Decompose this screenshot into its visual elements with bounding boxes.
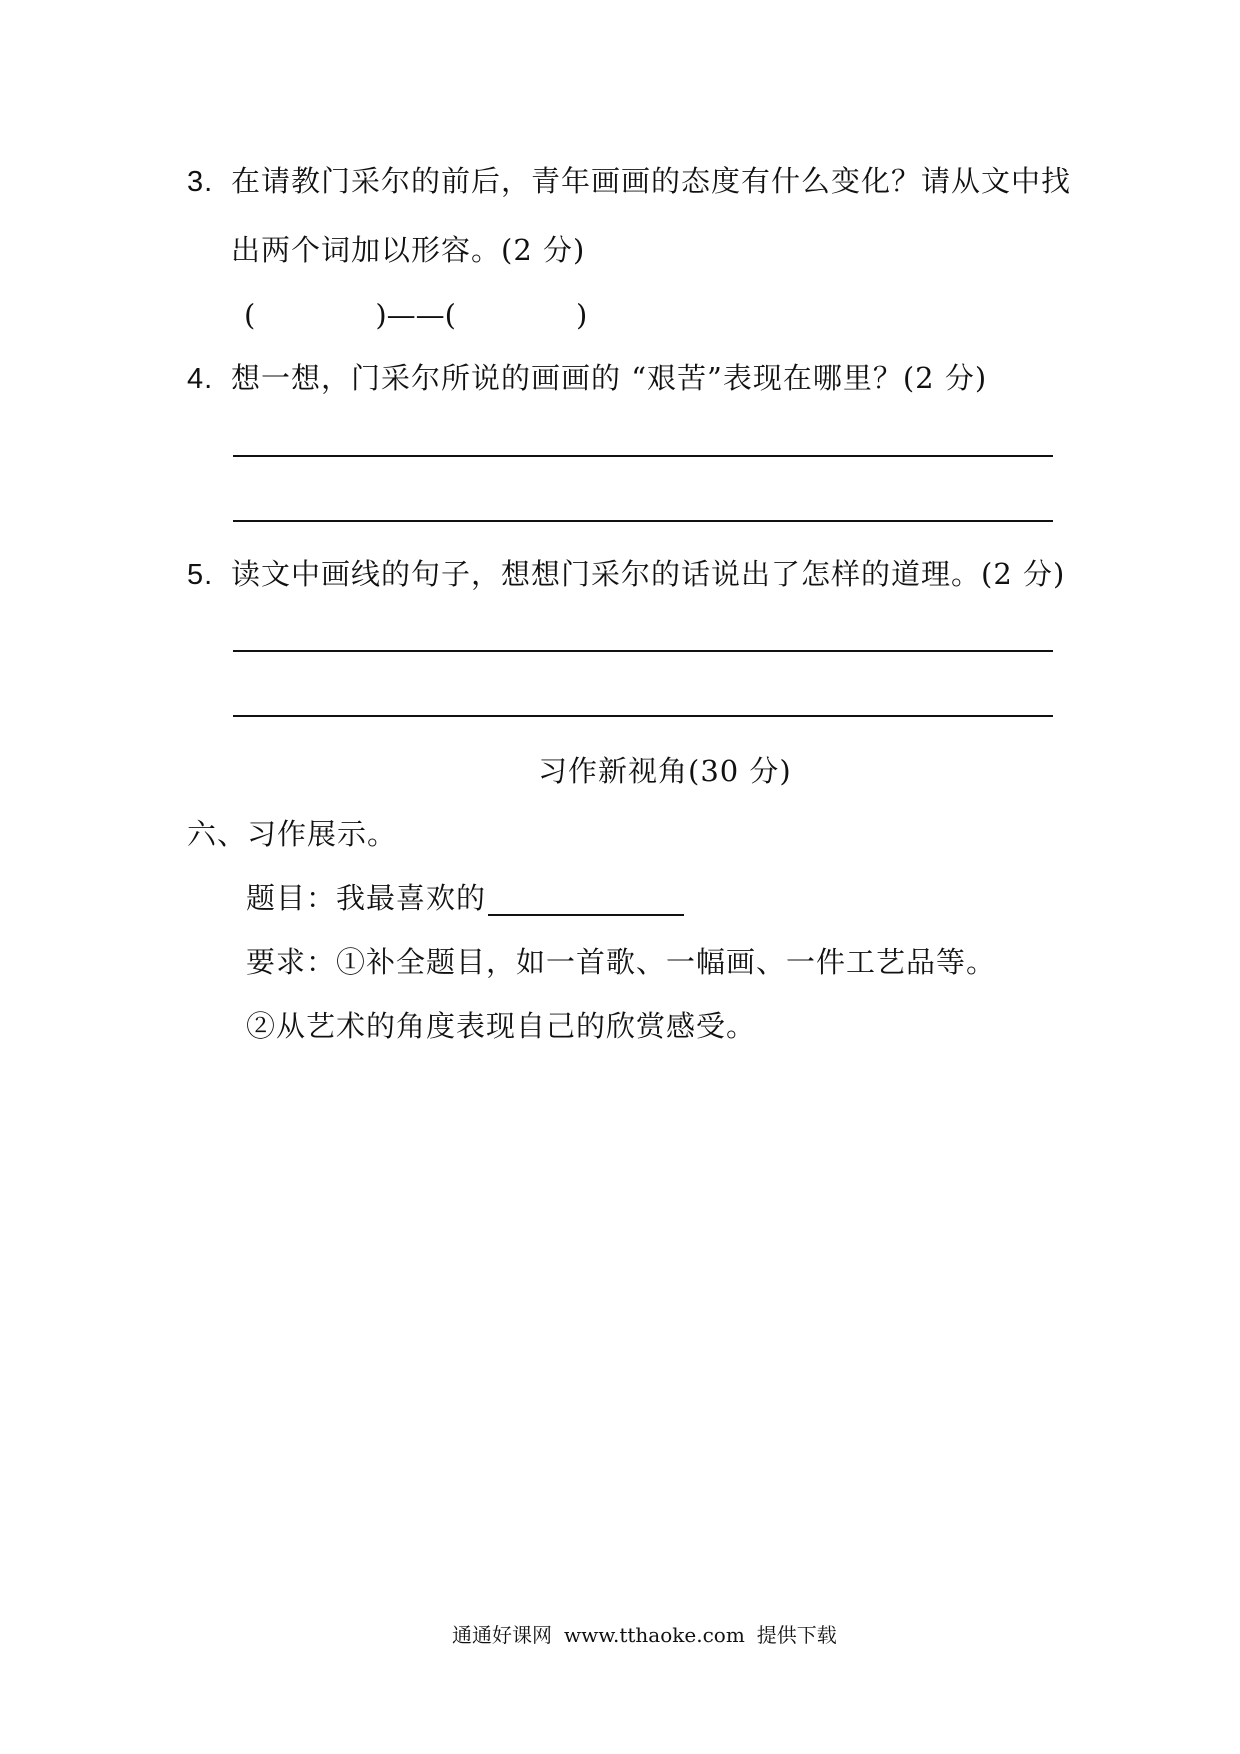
requirement-2: ②从艺术的角度表现自己的欣赏感受。	[246, 1009, 757, 1043]
question-text: 在请教门采尔的前后，青年画画的态度有什么变化？请从文中找	[231, 164, 1072, 198]
footer-site-name: 通通好课网	[452, 1623, 552, 1647]
requirement-1: 要求：①补全题目，如一首歌、一幅画、一件工艺品等。	[246, 945, 997, 979]
answer-line[interactable]	[233, 455, 1053, 457]
paren-left: (	[244, 298, 256, 332]
question-number: 4.	[187, 363, 214, 395]
question-number: 5.	[187, 559, 214, 591]
question-text: 想一想，门采尔所说的画画的 “艰苦”表现在哪里？(2 分)	[231, 361, 988, 395]
answer-line[interactable]	[233, 520, 1053, 522]
question-text: 读文中画线的句子，想想门采尔的话说出了怎样的道理。(2 分)	[231, 557, 1066, 591]
question-3-continued	[231, 232, 585, 268]
answer-line[interactable]	[233, 650, 1053, 652]
topic-label: 题目：我最喜欢的	[246, 881, 487, 915]
answer-line[interactable]	[233, 715, 1053, 717]
answer-parentheses[interactable]	[244, 297, 587, 333]
footer-note: 提供下载	[756, 1623, 837, 1647]
question-3	[187, 163, 1071, 200]
page-footer	[452, 1622, 849, 1648]
paren-right: )	[575, 298, 588, 332]
footer-url[interactable]: www.tthaoke.com	[564, 1623, 745, 1647]
topic-line	[246, 880, 684, 916]
question-4	[187, 360, 987, 397]
paren-dash: )——(	[375, 298, 456, 332]
question-5	[187, 556, 1065, 593]
topic-blank[interactable]	[488, 884, 684, 916]
section-heading: 习作新视角(30 分)	[538, 754, 792, 788]
question-text: 出两个词加以形容。(2 分)	[231, 233, 586, 267]
section-six-title: 六、习作展示。	[187, 817, 398, 851]
question-number: 3.	[187, 166, 214, 198]
